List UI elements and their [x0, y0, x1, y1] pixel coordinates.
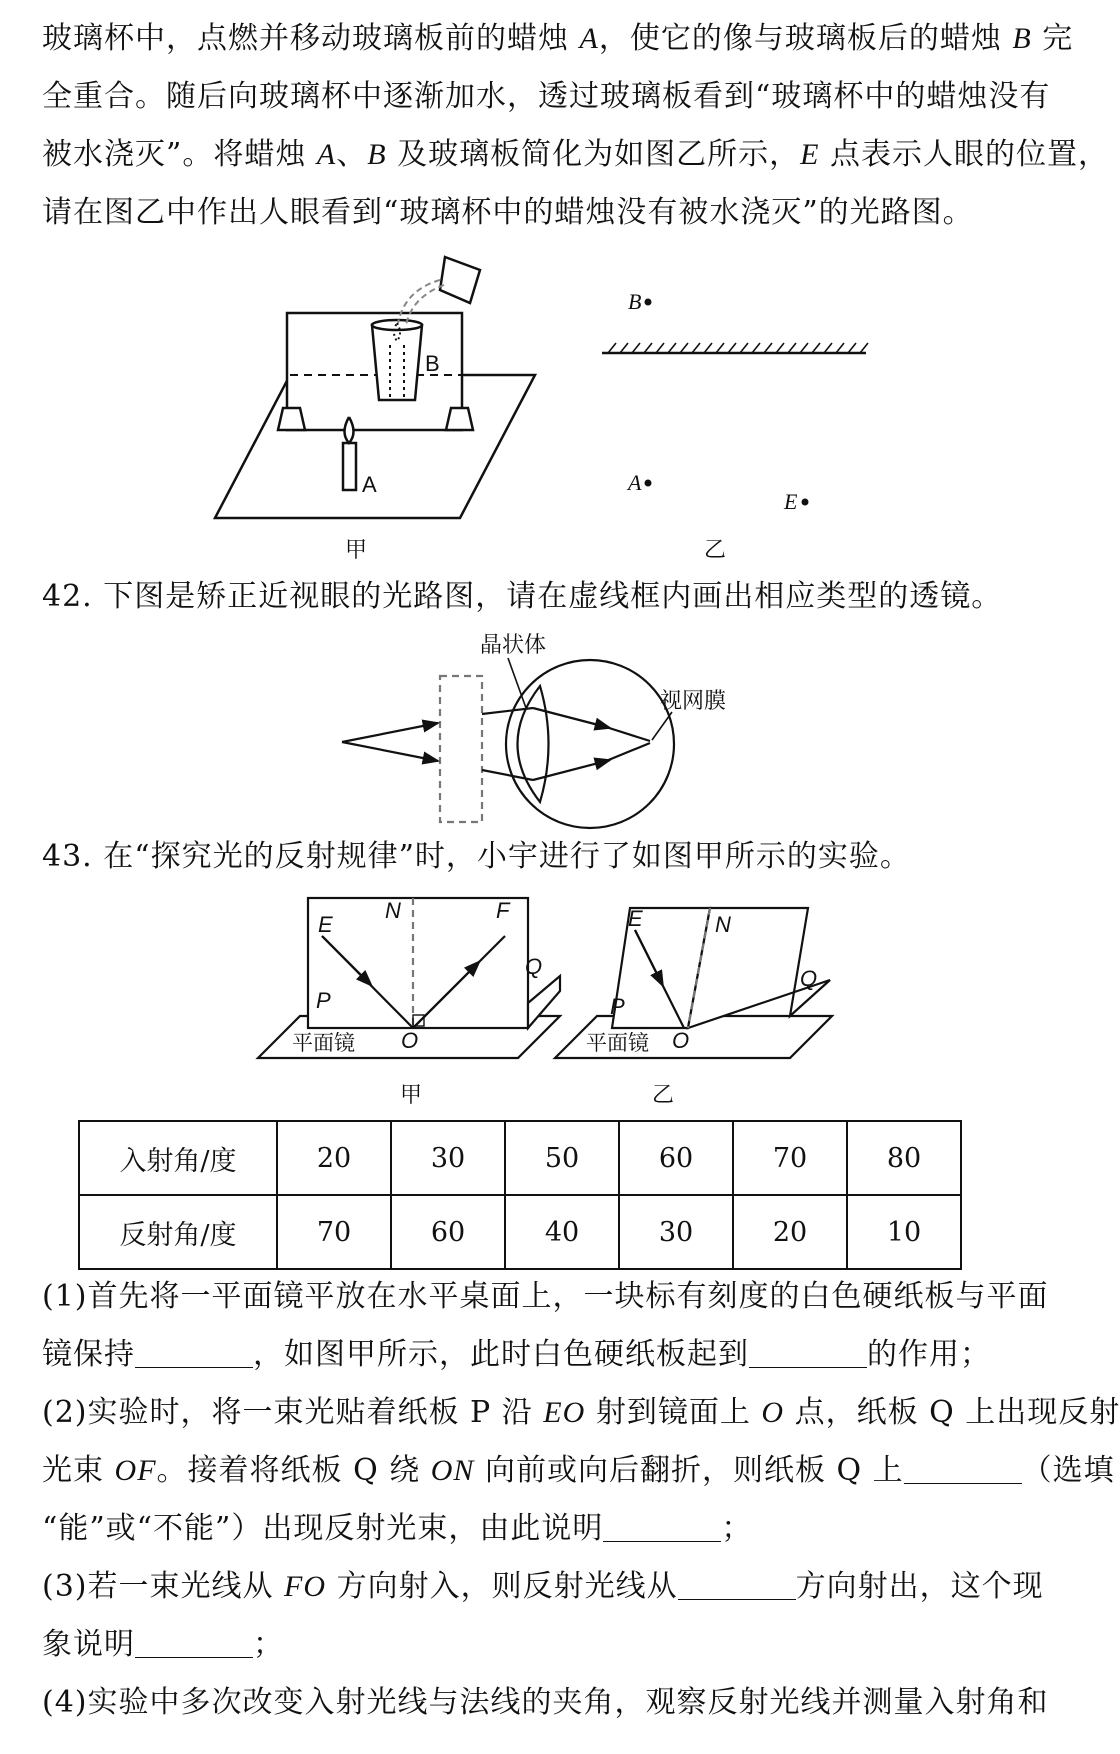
point-e-dot: [802, 499, 809, 506]
mirror-hatch-mark: [656, 343, 664, 353]
label-e-yi: E: [628, 906, 643, 931]
table-header-reflect: 反射角/度: [79, 1195, 277, 1269]
intro-line-3: 被水浇灭”。将蜡烛 A、B 及玻璃板简化为如图乙所示，E 点表示人眼的位置，: [42, 137, 1109, 172]
mirror-hatch-mark: [608, 343, 616, 353]
table-cell: 60: [619, 1121, 733, 1195]
mirror-hatch-mark: [728, 343, 736, 353]
mirror-hatch-mark: [836, 343, 844, 353]
figure-43-caption-yi: 乙: [652, 1083, 675, 1108]
label-e-jia: E: [318, 912, 333, 937]
lens-placeholder-box: [440, 676, 482, 822]
intro-paragraph: [42, 10, 1109, 242]
answer-blank-2[interactable]: [749, 1337, 867, 1368]
label-n-jia: N: [385, 898, 401, 923]
table-cell: 10: [847, 1195, 961, 1269]
candle-label-a: A: [362, 472, 377, 497]
label-o-yi: O: [672, 1028, 690, 1053]
glass-cup: [372, 325, 422, 400]
table-cell: 60: [391, 1195, 505, 1269]
label-o-jia: O: [401, 1028, 419, 1053]
crystalline-lens: [518, 686, 549, 802]
ray-out-lower: [533, 760, 610, 780]
q43-part2-line3: “能”或“不能”）出现反射光束，由此说明 ；: [42, 1511, 753, 1546]
mirror-hatch-mark: [620, 343, 628, 353]
figure-41-caption-yi: 乙: [704, 538, 727, 563]
label-q-jia: Q: [525, 954, 543, 979]
mirror-hatch-mark: [788, 343, 796, 353]
answer-blank-5[interactable]: [678, 1569, 796, 1600]
point-b-label: B: [628, 289, 642, 314]
mirror-hatch-mark: [668, 343, 676, 353]
point-e-label: E: [784, 489, 798, 514]
q43-part2-line1: (2)实验时，将一束光贴着纸板 P 沿 EO 射到镜面上 O 点，纸板 Q 上出现反射: [42, 1395, 1120, 1430]
figure-41-caption-jia: 甲: [345, 538, 368, 563]
answer-blank-6[interactable]: [135, 1627, 253, 1658]
board-p-jia: [308, 898, 528, 1028]
table-cell: 50: [505, 1121, 619, 1195]
table-cell: 70: [277, 1195, 391, 1269]
mirror-hatch-mark: [848, 343, 856, 353]
question-42-text: 42. 下图是矫正近视眼的光路图，请在虚线框内画出相应类型的透镜。: [42, 579, 1003, 614]
q43-part1-line1: (1)首先将一平面镜平放在水平桌面上，一块标有刻度的白色硬纸板与平面: [42, 1279, 1049, 1314]
figure-42-eye: [0, 628, 1080, 828]
mirror-hatch-mark: [824, 343, 832, 353]
point-a-dot: [645, 480, 652, 487]
candle-a: [343, 443, 356, 490]
mirror-hatch-mark: [644, 343, 652, 353]
label-n-yi: N: [715, 912, 731, 937]
intro-line-4: 请在图乙中作出人眼看到“玻璃杯中的蜡烛没有被水浇灭”的光路图。: [42, 195, 974, 230]
mirror-label-jia: 平面镜: [292, 1031, 355, 1055]
mirror-hatch-mark: [692, 343, 700, 353]
q43-part2-line2: 光束 OF。接着将纸板 Q 绕 ON 向前或向后翻折，则纸板 Q 上 （选填: [42, 1453, 1115, 1488]
ray-out-upper-2: [606, 727, 650, 741]
table-cell: 40: [505, 1195, 619, 1269]
table-row-incident: [79, 1121, 961, 1195]
figure-41-yi: [602, 299, 868, 506]
mirror-hatch-mark: [680, 343, 688, 353]
table-cell: 80: [847, 1121, 961, 1195]
q43-part4-line1: (4)实验中多次改变入射光线与法线的夹角，观察反射光线并测量入射角和: [42, 1685, 1049, 1720]
q43-part1-line2: 镜保持 ，如图甲所示，此时白色硬纸板起到 的作用；: [42, 1337, 991, 1372]
mirror-hatching: [608, 343, 868, 353]
question-42: [42, 568, 1042, 626]
answer-blank-3[interactable]: [904, 1453, 1022, 1484]
cup-label-b: B: [425, 351, 440, 376]
table-cell: 20: [733, 1195, 847, 1269]
angle-table: [78, 1120, 962, 1270]
plate-stand-right: [446, 408, 473, 430]
mirror-hatch-mark: [632, 343, 640, 353]
plate-stand-left: [278, 408, 305, 430]
figure-43-caption-jia: 甲: [400, 1083, 423, 1108]
mirror-hatch-mark: [860, 343, 868, 353]
candle-a-flame: [345, 417, 354, 443]
mirror-hatch-mark: [764, 343, 772, 353]
mirror-hatch-mark: [704, 343, 712, 353]
table-cell: 30: [619, 1195, 733, 1269]
mirror-hatch-mark: [812, 343, 820, 353]
label-p-jia: P: [316, 988, 331, 1013]
ray-out-upper: [533, 708, 610, 728]
pouring-cup: [440, 257, 480, 303]
sub-questions: [42, 1268, 1120, 1732]
table-cell: 30: [391, 1121, 505, 1195]
mirror-hatch-mark: [716, 343, 724, 353]
retina-label: 视网膜: [660, 689, 727, 714]
figure-43: [0, 888, 1080, 1113]
table-header-incident: 入射角/度: [79, 1121, 277, 1195]
answer-blank-4[interactable]: [603, 1511, 721, 1542]
mirror-hatch-mark: [740, 343, 748, 353]
ray-in-upper: [342, 723, 438, 742]
label-f-jia: F: [496, 898, 510, 923]
mirror-label-yi: 平面镜: [586, 1031, 649, 1055]
question-43: [42, 828, 1042, 886]
q43-part3-line2: 象说明 ；: [42, 1627, 284, 1662]
q43-part3-line1: (3)若一束光线从 FO 方向射入，则反射光线从 方向射出，这个现: [42, 1569, 1044, 1604]
mirror-hatch-mark: [776, 343, 784, 353]
label-p-yi: P: [610, 994, 625, 1019]
figure-41: [0, 245, 1080, 575]
point-a-label: A: [628, 470, 642, 495]
ray-mid-lower: [482, 770, 533, 780]
table-cell: 20: [277, 1121, 391, 1195]
intro-line-2: 全重合。随后向玻璃杯中逐渐加水，透过玻璃板看到“玻璃杯中的蜡烛没有: [42, 79, 1051, 114]
table-row-reflect: [79, 1195, 961, 1269]
point-b-dot: [645, 299, 652, 306]
mirror-hatch-mark: [800, 343, 808, 353]
ray-in-lower: [342, 742, 438, 761]
leader-retina: [652, 712, 672, 740]
intro-line-1: 玻璃杯中，点燃并移动玻璃板前的蜡烛 A，使它的像与玻璃板后的蜡烛 B 完: [42, 21, 1074, 56]
answer-blank-1[interactable]: [135, 1337, 253, 1368]
question-43-text: 43. 在“探究光的反射规律”时，小宇进行了如图甲所示的实验。: [42, 839, 911, 874]
lens-label: 晶状体: [480, 633, 547, 658]
mirror-hatch-mark: [752, 343, 760, 353]
table-cell: 70: [733, 1121, 847, 1195]
label-q-yi: Q: [800, 966, 818, 991]
ray-out-lower-2: [606, 743, 650, 761]
